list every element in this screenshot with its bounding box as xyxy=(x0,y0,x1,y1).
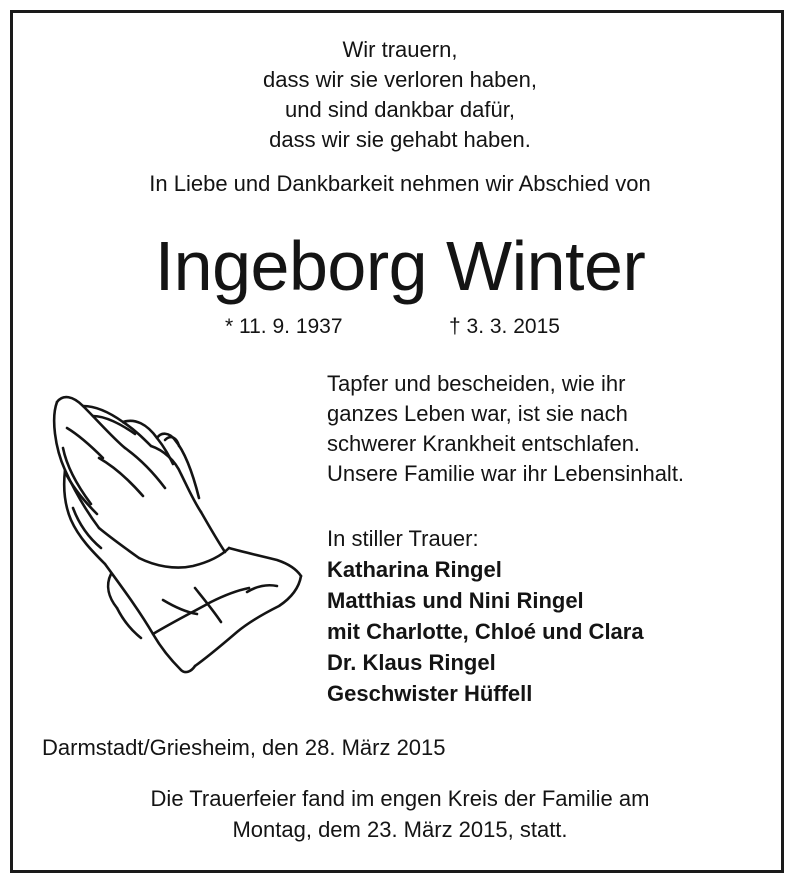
poem-line: Wir trauern, xyxy=(342,37,458,62)
tribute-line: Unsere Familie war ihr Lebensinhalt. xyxy=(327,461,685,486)
poem-line: dass wir sie verloren haben, xyxy=(263,67,537,92)
ceremony-line: Montag, dem 23. März 2015, statt. xyxy=(232,817,568,842)
mourner-name: Matthias und Nini Ringel xyxy=(327,588,584,613)
mourners-list xyxy=(327,523,767,709)
mourners-heading: In stiller Trauer: xyxy=(327,526,479,551)
mourner-name: Geschwister Hüffell xyxy=(327,681,533,706)
tribute-line: schwerer Krankheit entschlafen. xyxy=(327,431,641,456)
tribute-line: ganzes Leben war, ist sie nach xyxy=(327,401,628,426)
obituary-notice xyxy=(10,10,784,873)
intro-line: In Liebe und Dankbarkeit nehmen wir Abschied von xyxy=(149,171,651,196)
mourner-name: mit Charlotte, Chloé und Clara xyxy=(327,619,644,644)
place-and-date: Darmstadt/Griesheim, den 28. März 2015 xyxy=(42,735,446,760)
poem xyxy=(13,35,787,155)
poem-line: und sind dankbar dafür, xyxy=(285,97,515,122)
ceremony-line: Die Trauerfeier fand im engen Kreis der Familie am xyxy=(150,786,650,811)
mourner-name: Katharina Ringel xyxy=(327,557,502,582)
birth-date: * 11. 9. 1937 xyxy=(225,315,343,338)
praying-hands-icon xyxy=(43,388,303,678)
death-date: † 3. 3. 2015 xyxy=(449,315,560,338)
tribute-text xyxy=(327,369,767,489)
ceremony-note xyxy=(13,783,787,845)
deceased-name: Ingeborg Winter xyxy=(154,227,646,305)
poem-line: dass wir sie gehabt haben. xyxy=(269,127,531,152)
tribute-line: Tapfer und bescheiden, wie ihr xyxy=(327,371,626,396)
mourner-name: Dr. Klaus Ringel xyxy=(327,650,496,675)
